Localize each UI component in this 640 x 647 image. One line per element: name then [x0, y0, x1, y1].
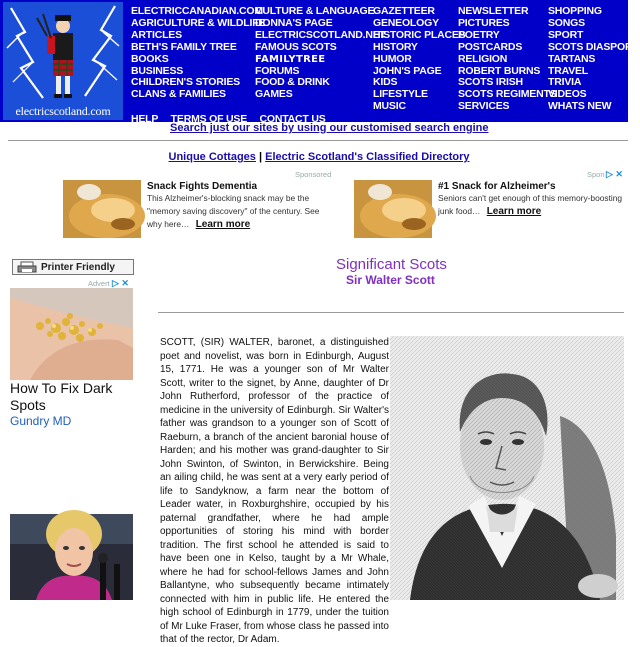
nav-link-books[interactable]: BOOKS: [131, 52, 169, 65]
classified-directory-link[interactable]: Electric Scotland's Classified Directory: [265, 151, 470, 163]
nav-link-scots-irish[interactable]: SCOTS IRISH: [458, 76, 523, 89]
sponsored-ad-2[interactable]: [354, 170, 638, 242]
nav-column-3: [373, 6, 466, 113]
nav-link-history[interactable]: HISTORY: [373, 40, 418, 53]
ad-learn-more-1[interactable]: Learn more: [195, 219, 251, 230]
nav-link-agriculture[interactable]: AGRICULTURE & WILDLIFE: [131, 16, 266, 29]
site-logo[interactable]: [3, 2, 123, 120]
logo-url-text: electricscotland.com: [15, 104, 111, 118]
sponsored-label-1: Sponsored: [295, 170, 332, 179]
nav-link-geneology[interactable]: GENEOLOGY: [373, 16, 439, 29]
ad-choices-icon[interactable]: ▷ ✕: [606, 169, 623, 179]
nav-link-robert-burns[interactable]: ROBERT BURNS: [458, 64, 541, 77]
nav-link-music[interactable]: MUSIC: [373, 100, 406, 113]
nav-link-food-drink[interactable]: FOOD & DRINK: [255, 76, 330, 89]
nav-link-poetry[interactable]: POETRY: [458, 28, 500, 41]
nav-link-childrens-stories[interactable]: CHILDREN'S STORIES: [131, 76, 240, 89]
nav-column-2: [255, 6, 386, 101]
nav-link-pictures[interactable]: PICTURES: [458, 16, 510, 29]
nav-link-videos[interactable]: VIDEOS: [548, 88, 587, 101]
ad-image-2[interactable]: [354, 180, 432, 238]
nav-link-historic-places[interactable]: HISTORIC PLACES: [373, 28, 466, 41]
nav-link-religion[interactable]: RELIGION: [458, 52, 508, 65]
nav-link-postcards[interactable]: POSTCARDS: [458, 40, 523, 53]
nav-link-lifestyle[interactable]: LIFESTYLE: [373, 88, 428, 101]
article-text: SCOTT, (SIR) WALTER, baronet, a distinguished poet and novelist, was born in Edinburgh, August 15, 1771. He was a younger son of Mr Walter Scott, writer to the signet, by Anne, daughter of Dr John Rutherford, professor of the practice of medicine in the university of Edinburgh. Sir Walter's father was grandson to a younger son of Scott of Raeburn, a branch of the ancient baronial house of Harden; and his mother was grand-daughter to Sir John Swinton, of Swinton, in Berwickshire. Being an ailing child, he was sent at a very early period of life to Sandyknow, a farm near the bottom of Leader water, in Roxburghshire, occupied by his paternal grandfather, where he had ample opportunities of storing his mind with border tradition. The first school he attended is said to have been one in Kelso, taught by a Mr Whale, where he had for school-fellows James and John Ballantyne, who subsequently became intimately connected with him in public life. He entered the high school of Edinburgh in 1779, under the tuition of Mr Luke Fraser, from whose class he passed into that of the rector, Dr Adam.: [160, 337, 389, 645]
section-title: Significant Scots: [336, 256, 447, 273]
nav-link-donnas-page[interactable]: DONNA'S PAGE: [255, 16, 333, 29]
ad-body-text-1: This Alzheimer's-blocking snack may be the "memory saving discovery" of the century. See why here…: [147, 193, 320, 229]
nav-link-familytree[interactable]: FAMILYTREE: [255, 53, 326, 65]
ad-image-1[interactable]: [63, 180, 141, 238]
nav-link-scots-diaspora[interactable]: SCOTS DIASPORA: [548, 40, 640, 53]
sponsored-label-2: Spon: [587, 170, 605, 179]
advert-label: Advert: [88, 279, 110, 288]
nav-column-5: [548, 6, 640, 113]
nav-column-1: [131, 6, 265, 101]
nav-link-services[interactable]: SERVICES: [458, 100, 510, 113]
site-header: [0, 0, 640, 125]
sidebar-ad-choices-icon[interactable]: ▷ ✕: [112, 278, 129, 288]
walter-scott-portrait: [390, 336, 624, 600]
nav-link-kids[interactable]: KIDS: [373, 76, 398, 89]
divider: [8, 140, 628, 141]
content-divider: [158, 312, 624, 313]
nav-link-gazetteer[interactable]: GAZETTEER: [373, 5, 435, 17]
link-separator: |: [258, 151, 263, 163]
nav-link-beths-family-tree[interactable]: BETH'S FAMILY TREE: [131, 40, 237, 53]
nav-link-songs[interactable]: SONGS: [548, 16, 585, 29]
nav-link-tartans[interactable]: TARTANS: [548, 52, 596, 65]
nav-link-articles[interactable]: ARTICLES: [131, 28, 182, 41]
ad-body-2: [438, 192, 628, 218]
ad-title-1[interactable]: Snack Fights Dementia: [147, 181, 258, 192]
nav-link-travel[interactable]: TRAVEL: [548, 64, 589, 77]
printer-icon: [17, 262, 37, 273]
printer-friendly-button[interactable]: [12, 259, 134, 275]
nav-column-4: [458, 6, 557, 113]
nav-link-trivia[interactable]: TRIVIA: [548, 76, 582, 89]
nav-link-forums[interactable]: FORUMS: [255, 64, 300, 77]
unique-cottages-link[interactable]: Unique Cottages: [168, 151, 256, 163]
nav-link-newsletter[interactable]: NEWSLETTER: [458, 5, 529, 17]
dark-spots-ad-image[interactable]: [10, 288, 133, 380]
nav-link-terms-of-use[interactable]: TERMS OF USE: [170, 113, 248, 125]
nav-link-clans-families[interactable]: CLANS & FAMILIES: [131, 88, 226, 101]
ad-body-1: [147, 192, 333, 231]
nav-link-famous-scots[interactable]: FAMOUS SCOTS: [255, 40, 337, 53]
custom-search-link[interactable]: Search just our sites by using our customised search engine: [170, 122, 489, 134]
nav-link-games[interactable]: GAMES: [255, 88, 293, 101]
ad-title-2[interactable]: #1 Snack for Alzheimer's: [438, 181, 556, 192]
nav-link-scots-regiments[interactable]: SCOTS REGIMENTS: [458, 88, 557, 101]
nav-link-electricscotland-net[interactable]: ELECTRICSCOTLAND.NET: [255, 28, 386, 41]
ad-learn-more-2[interactable]: Learn more: [486, 206, 542, 217]
printer-friendly-label: Printer Friendly: [41, 262, 115, 273]
nav-link-culture-language[interactable]: CULTURE & LANGUAGE: [255, 5, 375, 17]
sponsored-ad-1[interactable]: [63, 170, 338, 242]
nav-link-business[interactable]: BUSINESS: [131, 64, 184, 77]
nav-link-help[interactable]: HELP: [131, 113, 159, 125]
logo-lightning-icon: [3, 2, 123, 120]
nav-link-humor[interactable]: HUMOR: [373, 52, 412, 65]
nav-link-electriccanadian[interactable]: ELECTRICCANADIAN.COM: [131, 5, 263, 17]
dark-spots-ad-title[interactable]: How To Fix Dark Spots: [10, 380, 113, 413]
nav-link-shopping[interactable]: SHOPPING: [548, 5, 602, 17]
nav-link-contact-us[interactable]: CONTACT US: [259, 113, 326, 125]
nav-link-sport[interactable]: SPORT: [548, 28, 584, 41]
news-ad-image[interactable]: [10, 514, 133, 600]
nav-link-whats-new[interactable]: WHATS NEW: [548, 100, 612, 113]
page-title: Sir Walter Scott: [346, 273, 435, 287]
dark-spots-ad-source[interactable]: Gundry MD: [10, 414, 72, 428]
ad-body-text-2: Seniors can't get enough of this memory-boosting junk food…: [438, 193, 623, 216]
nav-link-johns-page[interactable]: JOHN'S PAGE: [373, 64, 442, 77]
directory-links: [0, 151, 638, 163]
